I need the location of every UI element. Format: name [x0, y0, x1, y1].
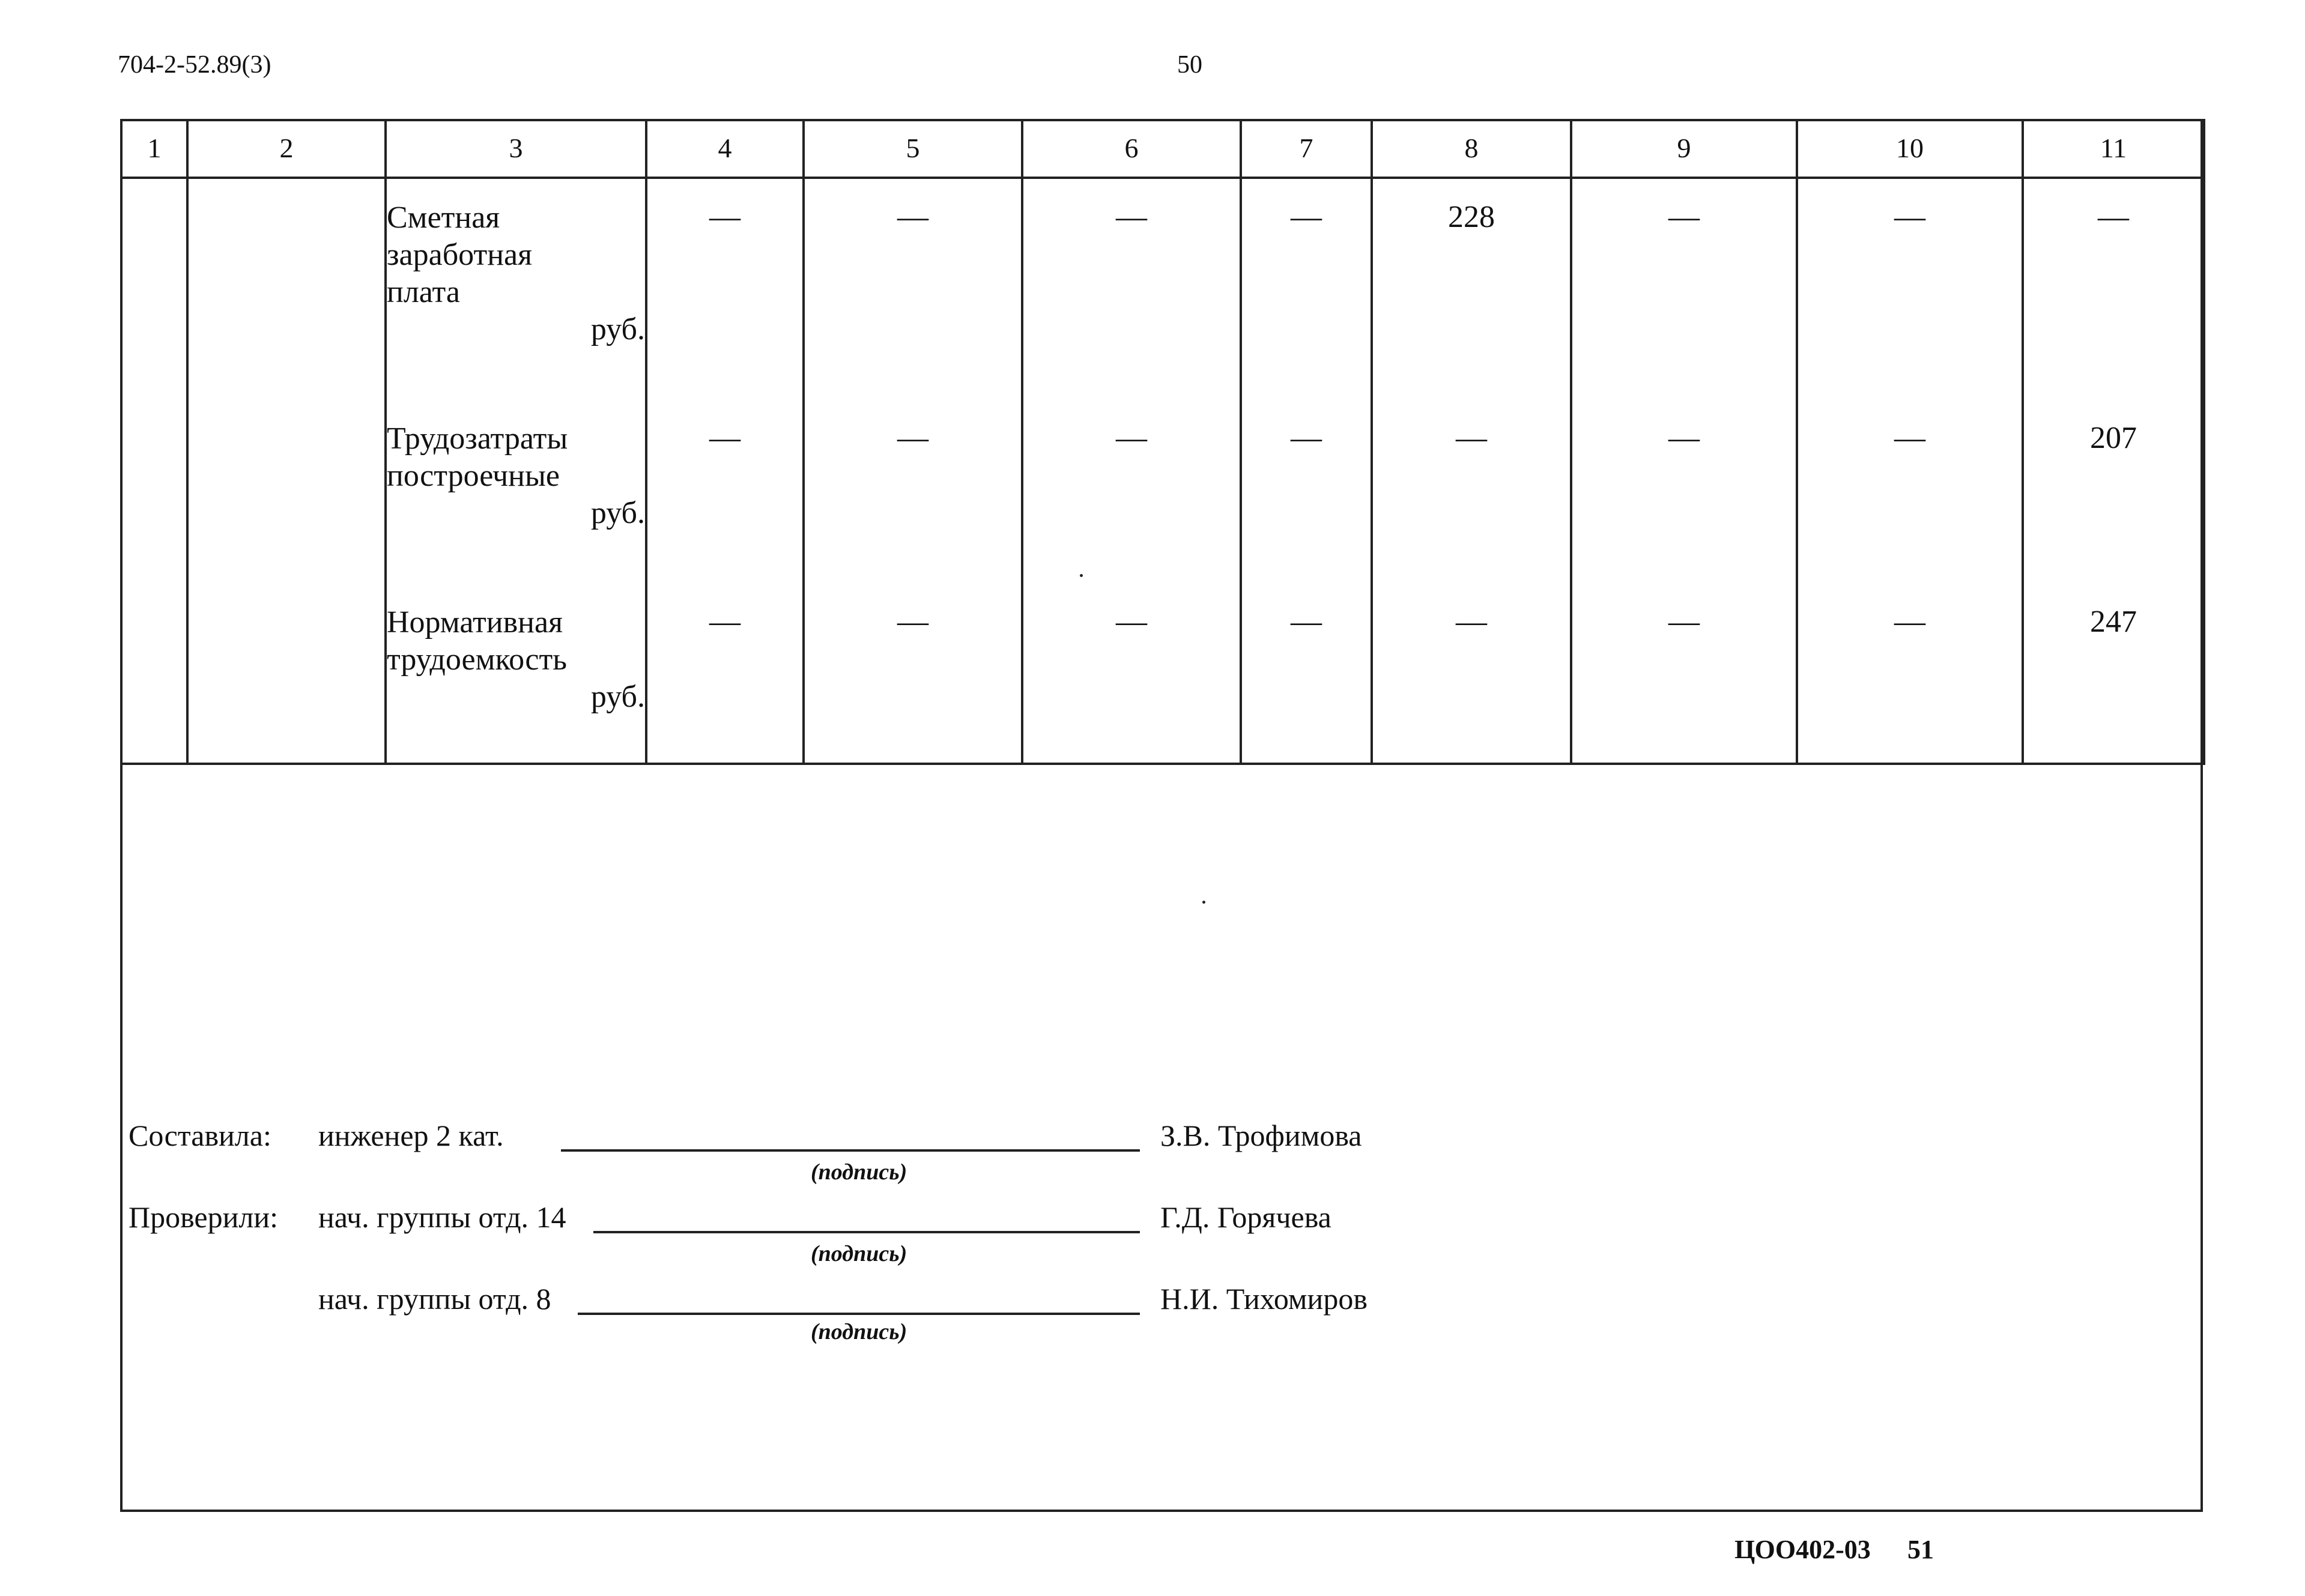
signature-line — [578, 1313, 1140, 1315]
row-name-line: заработная — [387, 238, 533, 272]
checked-label: Проверили: — [129, 1200, 278, 1234]
table-cell: — — [804, 584, 1022, 764]
table-row — [121, 178, 2204, 400]
table-cell: — — [1241, 400, 1372, 584]
table-cell: 247 — [2023, 584, 2204, 764]
cost-table — [120, 119, 2205, 765]
table-row — [121, 584, 2204, 764]
table-cell-num — [121, 400, 187, 584]
column-header: 4 — [646, 119, 804, 178]
table-cell: — — [1797, 178, 2023, 400]
table-cell-code — [187, 400, 386, 584]
row-name-line: Трудозатраты — [387, 422, 568, 456]
row-name-line: Нормативная — [387, 605, 563, 639]
scan-dot — [1202, 901, 1205, 904]
table-cell: — — [1241, 178, 1372, 400]
document-code: 704-2-52.89(3) — [118, 51, 271, 79]
column-header: 9 — [1571, 119, 1797, 178]
column-number-row — [121, 119, 2204, 178]
table-cell-num — [121, 584, 187, 764]
row-name — [386, 400, 646, 584]
signature-caption: (подпись) — [811, 1159, 907, 1185]
column-header: 8 — [1372, 119, 1571, 178]
row-name-line: трудоемкость — [387, 642, 567, 677]
row-name-line: построечные — [387, 459, 560, 493]
column-header: 7 — [1241, 119, 1372, 178]
row-name-line: плата — [387, 275, 460, 309]
signature-caption: (подпись) — [811, 1241, 907, 1266]
table-cell: — — [1022, 400, 1241, 584]
table-row — [121, 400, 2204, 584]
compiled-label: Составила: — [129, 1119, 271, 1152]
scan-dot — [1080, 574, 1083, 577]
signer-position: нач. группы отд. 8 — [318, 1282, 551, 1316]
table-cell-num — [121, 178, 187, 400]
table-cell: 228 — [1372, 178, 1571, 400]
table-cell: — — [1797, 400, 2023, 584]
column-header: 10 — [1797, 119, 2023, 178]
table-cell: — — [1571, 178, 1797, 400]
row-name-line: Сметная — [387, 201, 500, 235]
row-unit: руб. — [590, 496, 645, 530]
row-unit: руб. — [590, 312, 645, 346]
footer-code: ЦОО402-03 — [1734, 1535, 1871, 1564]
column-header: 3 — [386, 119, 646, 178]
table-cell: 207 — [2023, 400, 2204, 584]
signer-position: инженер 2 кат. — [318, 1119, 504, 1152]
signer-name: Г.Д. Горячева — [1160, 1200, 1331, 1234]
table-cell: — — [1372, 400, 1571, 584]
column-header: 5 — [804, 119, 1022, 178]
row-name — [386, 178, 646, 400]
footer-page-number: 51 — [1907, 1535, 1934, 1564]
page-number: 50 — [1177, 51, 1202, 79]
table-cell: — — [1571, 400, 1797, 584]
row-name — [386, 584, 646, 764]
table-cell: — — [1022, 178, 1241, 400]
column-header: 2 — [187, 119, 386, 178]
table-cell: — — [646, 584, 804, 764]
table-cell: — — [1571, 584, 1797, 764]
signer-name: З.В. Трофимова — [1160, 1119, 1362, 1152]
table-cell-code — [187, 584, 386, 764]
table-cell: — — [646, 400, 804, 584]
table-cell: — — [804, 400, 1022, 584]
column-header: 1 — [121, 119, 187, 178]
table-cell: — — [1022, 584, 1241, 764]
table-cell: — — [1797, 584, 2023, 764]
row-unit: руб. — [590, 680, 645, 714]
table-cell: — — [646, 178, 804, 400]
table-cell: — — [1372, 584, 1571, 764]
signer-name: Н.И. Тихомиров — [1160, 1282, 1368, 1316]
column-header: 6 — [1022, 119, 1241, 178]
signature-line — [593, 1231, 1140, 1233]
signature-caption: (подпись) — [811, 1319, 907, 1344]
column-header: 11 — [2023, 119, 2204, 178]
signature-line — [561, 1149, 1140, 1152]
table-cell: — — [1241, 584, 1372, 764]
table-cell: — — [2023, 178, 2204, 400]
table-cell: — — [804, 178, 1022, 400]
signer-position: нач. группы отд. 14 — [318, 1200, 566, 1234]
table-cell-code — [187, 178, 386, 400]
